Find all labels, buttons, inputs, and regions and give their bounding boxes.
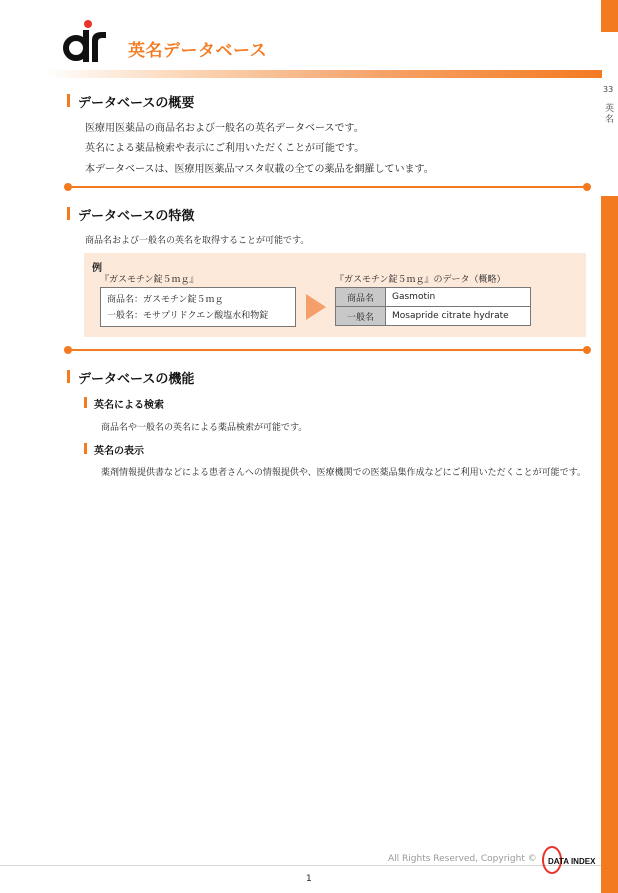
- function-item-title-1: 英名による検索: [84, 396, 164, 411]
- page-number: 1: [306, 874, 312, 884]
- company-logo-icon: [62, 16, 112, 66]
- side-accent-bar-top: [601, 0, 618, 32]
- side-page-number: 33: [603, 85, 614, 94]
- overview-line-1: 医療用医薬品の商品名および一般名の英名データベースです。: [85, 123, 364, 134]
- table-cell: Mosapride citrate hydrate: [386, 307, 531, 326]
- data-index-logo-icon: [538, 843, 600, 877]
- example-left-caption: 『ガスモチン錠５ｍｇ』: [100, 275, 199, 285]
- table-header-cell: 一般名: [336, 307, 386, 326]
- footer-logo-text: DATA INDEX: [548, 857, 596, 866]
- table-header-cell: 商品名: [336, 288, 386, 307]
- table-row: [336, 288, 531, 307]
- overview-line-3: 本データベースは、医療用医薬品マスタ収載の全ての薬品を網羅しています。: [85, 164, 434, 175]
- example-left-line-1: 商品名：ガスモチン錠５ｍｇ: [107, 295, 224, 305]
- side-accent-bar: [601, 196, 618, 893]
- features-text: 商品名および一般名の英名を取得することが可能です。: [85, 236, 310, 246]
- section-divider: [67, 349, 588, 351]
- function-item-text-1: 商品名や一般名の英名による薬品検索が可能です。: [101, 423, 308, 433]
- functions-heading: データベースの機能: [67, 368, 194, 387]
- side-label: 英名: [605, 104, 615, 125]
- table-cell: Gasmotin: [386, 288, 531, 307]
- overview-line-2: 英名による薬品検索や表示にご利用いただくことが可能です。: [85, 143, 365, 154]
- example-title: 例: [92, 263, 102, 274]
- table-row: [336, 307, 531, 326]
- footer-rule: [0, 865, 601, 866]
- overview-heading: データベースの概要: [67, 92, 194, 111]
- example-left-line-2: 一般名：モサプリドクエン酸塩水和物錠: [107, 311, 269, 321]
- copyright-text: All Rights Reserved, Copyright ©: [388, 854, 537, 864]
- example-box: [84, 253, 586, 337]
- arrow-right-icon: [306, 294, 326, 320]
- example-table: [335, 287, 531, 326]
- features-heading: データベースの特徴: [67, 205, 194, 224]
- section-divider: [67, 186, 588, 188]
- example-right-caption: 『ガスモチン錠５ｍｇ』のデータ（概略）: [335, 275, 506, 285]
- title-rule: [44, 70, 602, 78]
- page-title: 英名データベース: [128, 41, 268, 61]
- example-left-box: [100, 287, 296, 327]
- function-item-title-2: 英名の表示: [84, 442, 144, 457]
- function-item-text-2: 薬剤情報提供書などによる患者さんへの情報提供や、医療機関での医薬品集作成などにご利用いただくことが可能です。: [101, 468, 586, 478]
